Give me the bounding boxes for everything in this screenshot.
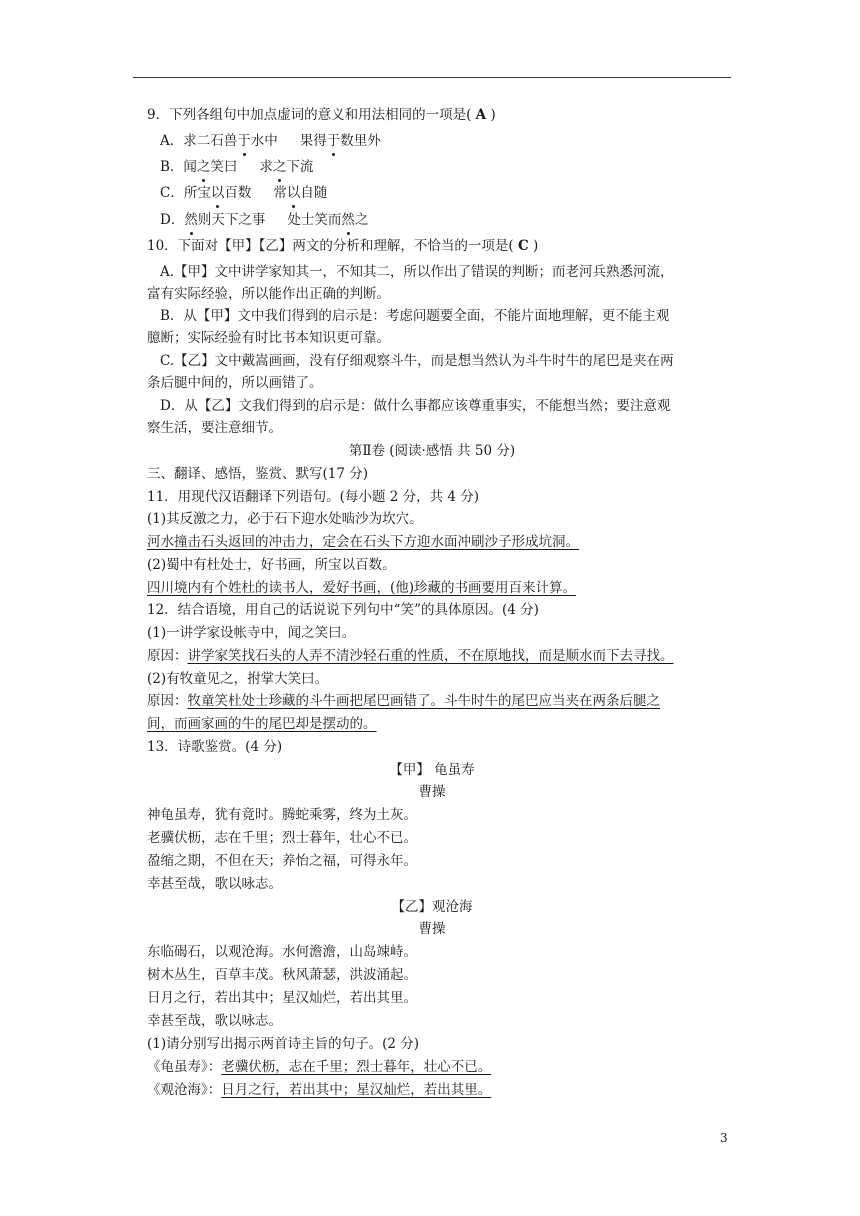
header-rule <box>133 77 731 78</box>
emphasis-dot-char: 然 <box>341 212 355 228</box>
q10-line: 察生活，要注意细节。 <box>147 420 282 436</box>
emphasis-dot-char: 之 <box>196 159 211 175</box>
emphasis-dot-char: 于 <box>237 133 251 149</box>
section-title: 第Ⅱ卷 (阅读·感悟 共 50 分) <box>348 443 516 459</box>
q12-answer-2: 原因：牧童笑杜处士珍藏的斗牛画把尾巴画错了。斗牛时牛的尾巴应当夹在两条后腿之 <box>147 693 660 709</box>
q13-sub-1: (1)请分别写出揭示两首诗主旨的句子。(2 分) <box>147 1036 420 1052</box>
q10-line: D．从【乙】文我们得到的启示是：做什么事都应该尊重事实，不能想当然；要注意观 <box>160 398 671 414</box>
q10-line: 富有实际经验，所以能作出正确的判断。 <box>147 286 390 302</box>
q9-answer: A <box>475 107 487 123</box>
poem-2-author: 曹操 <box>418 921 446 937</box>
poem-1-title: 【甲】 龟虽寿 <box>389 762 475 778</box>
q9-option-a: A．求二石兽于水中 果得于数里外 <box>160 133 381 149</box>
poem-2-line: 树木丛生，百草丰茂。秋风萧瑟，洪波涌起。 <box>147 967 417 983</box>
q11-stem: 11．用现代汉语翻译下列语句。(每小题 2 分，共 4 分) <box>147 489 480 505</box>
q12-sentence-2: (2)有牧童见之，拊掌大笑曰。 <box>147 671 329 687</box>
q13-answer-1: 《龟虽寿》：老骥伏枥，志在千里；烈士暮年，壮心不已。 <box>147 1059 492 1075</box>
emphasis-dot-char: 然 <box>184 212 198 228</box>
poem-1-author: 曹操 <box>418 784 446 800</box>
emphasis-dot-char: 之 <box>272 159 287 175</box>
q11-answer-1: 河水撞击石头返回的冲击力，定会在石头下方迎水面冲刷沙子形成坑洞。 <box>147 534 579 550</box>
q10-line: B．从【甲】文中我们得到的启示是：考虑问题要全面，不能片面地理解，更不能主观 <box>160 308 670 324</box>
poem-1-line: 神龟虽寿，犹有竟时。腾蛇乘雾，终为土灰。 <box>147 807 417 823</box>
poem-1-line: 盈缩之期，不但在天；养怡之福，可得永年。 <box>147 853 417 869</box>
poem-1-line: 老骥伏枥，志在千里；烈士暮年，壮心不已。 <box>147 830 417 846</box>
section-subtitle: 三、翻译、感悟，鉴赏、默写(17 分) <box>147 466 369 482</box>
poem-2-line: 东临碣石，以观沧海。水何澹澹，山岛竦峙。 <box>147 944 417 960</box>
q10-line: 条后腿中间的，所以画错了。 <box>147 375 323 391</box>
q12-answer-1: 原因：讲学家笑找石头的人弄不清沙轻石重的性质，不在原地找，而是顺水而下去寻找。 <box>147 648 674 664</box>
poem-1-line: 幸甚至哉，歌以咏志。 <box>147 876 282 892</box>
emphasis-dot-char: 以 <box>210 185 225 201</box>
poem-2-line: 幸甚至哉，歌以咏志。 <box>147 1013 282 1029</box>
q11-sentence-2: (2)蜀中有杜处士，好书画，所宝以百数。 <box>147 557 396 573</box>
page-number: 3 <box>720 1131 728 1145</box>
q10-line: C.【乙】文中戴嵩画画，没有仔细观察斗牛，而是想当然认为斗牛时牛的尾巴是夹在两 <box>160 353 674 369</box>
q13-answer-2: 《观沧海》：日月之行，若出其中；星汉灿烂，若出其里。 <box>147 1082 492 1098</box>
q9-stem: 9．下列各组句中加点虚词的意义和用法相同的一项是( A ) <box>147 107 496 123</box>
q11-answer-2: 四川境内有个姓杜的读书人，爱好书画，(他)珍藏的书画要用百来计算。 <box>147 580 577 596</box>
poem-2-line: 日月之行，若出其中；星汉灿烂，若出其里。 <box>147 990 417 1006</box>
poem-2-title: 【乙】观沧海 <box>391 899 473 915</box>
emphasis-dot-char: 以 <box>286 185 301 201</box>
q9-option-d: D．然则天下之事 处士笑而然之 <box>160 212 369 228</box>
q9-option-c: C．所宝以百数 常以自随 <box>160 185 328 201</box>
q10-line: A.【甲】文中讲学家知其一，不知其二，所以作出了错误的判断；而老河兵熟悉河流， <box>160 264 674 280</box>
q13-stem: 13．诗歌鉴赏。(4 分) <box>147 739 283 755</box>
q10-line: 臆断；实际经验有时比书本知识更可靠。 <box>147 330 390 346</box>
q11-sentence-1: (1)其反激之力，必于石下迎水处啮沙为坎穴。 <box>147 511 423 527</box>
q10-stem: 10．下面对【甲】【乙】两文的分析和理解，不恰当的一项是( C ) <box>147 238 539 254</box>
q9-option-b: B．闻之笑曰 求之下流 <box>160 159 314 175</box>
q12-stem: 12．结合语境，用自己的话说说下列句中“笑”的具体原因。(4 分) <box>147 602 539 618</box>
q10-answer: C <box>518 238 529 254</box>
emphasis-dot-char: 于 <box>326 133 341 149</box>
q12-sentence-1: (1)一讲学家设帐寺中，闻之笑曰。 <box>147 625 356 641</box>
q12-answer-2-cont: 间，而画家画的牛的尾巴却是摆动的。 <box>147 716 377 732</box>
